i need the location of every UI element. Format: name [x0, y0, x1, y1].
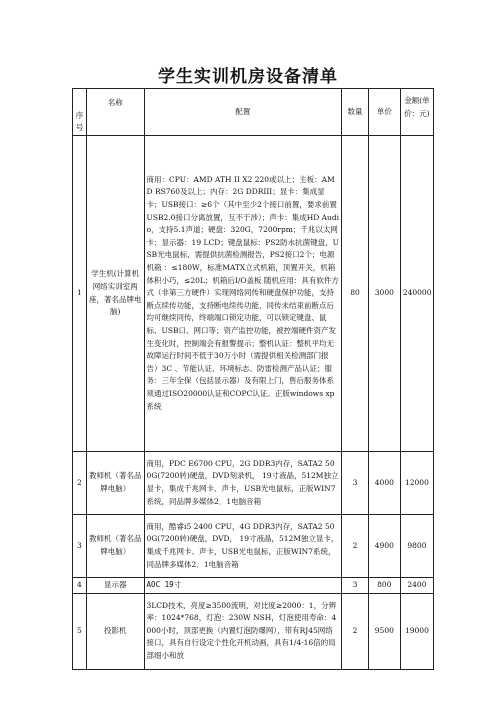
header-row: [73, 89, 434, 136]
table-row: [73, 593, 434, 669]
row-index: 3: [73, 515, 87, 578]
row-index: 4: [73, 578, 87, 594]
row-qty: 2: [342, 593, 369, 669]
table-row: [73, 452, 434, 515]
row-name: 教师机（著名品牌电脑）: [86, 452, 144, 515]
row-unit-price: 3000: [368, 136, 400, 452]
table-row: [73, 136, 434, 452]
header-qty: 数量: [342, 89, 369, 136]
row-index: 1: [73, 136, 87, 452]
equipment-table: [72, 88, 434, 670]
row-config: 3LCD技术，亮度≥3500流明，对比度≥2000：1，分辨率：1024*768，灯泡：230W NSH，灯泡使用寿命：4000小时，顶部更换（内置灯泡防爆网），带有RJ45网络接口，具有自行设定个性化开机动画，具有1/4-16倍的局部细小和放: [144, 593, 342, 669]
row-amount: 240000: [400, 136, 433, 452]
row-unit-price: 9500: [368, 593, 400, 669]
table-row: [73, 515, 434, 578]
row-index: 2: [73, 452, 87, 515]
row-config: 商用：CPU：AMD ATH II X2 220或以上；主板：AMD RS760及以上；内存：2G DDRIII；显卡：集成显卡；USB接口：≥6个（其中至少2个接口前置，要求前置USB2.0接口分离放置，互不干涉）；声卡：集成HD Audio，支持5.1声道；硬盘：320G，7200rpm；千兆以太网卡；显示器：19 LCD；键盘鼠标：PS2防水抗菌键盘，USB光电鼠标，需提供抗菌检测报告，PS2接口2个；电源机箱 ：≤180W，标准MATX立式机箱，顶置开关，机箱体积小巧，≤20L；机箱后I/O盖板 随机应用：具有软件方式（非第三方硬件）实现网络同传和硬盘保护功能，支持断点续传功能，支持断电续传功能、同传未结束前断点后均可继续同传，终端端口锁定功能，可以锁定键盘、鼠标、USB口、网口等；资产监控功能，被控端硬件资产发生变化时，控制端会有报警提示；整机认证：整机平均无故障运行时间不低于30万小时（需提供相关检测部门报告）3C 、节能认证、环境标志、防雷检测产品认证；服务：三年全保（包括显示器）及有限上门，售后服务体系须通过ISO20000认证和COPC认证。正版windows xp系统: [144, 136, 342, 452]
row-name: 教师机（著名品牌电脑）: [86, 515, 144, 578]
row-name: 学生机(计算机网络实训室两座，著名品牌电脑): [86, 136, 144, 452]
row-config: 商用，酷睿i5 2400 CPU，4G DDR3内存，SATA2 500G(7200转)硬盘，DVD， 19寸液晶，512M独立显卡，集成千兆网卡、声卡，USB光电鼠标，正版WIN7系统，同品牌多媒体2．1电脑音箱: [144, 515, 342, 578]
row-name: 投影机: [86, 593, 144, 669]
table-row: [73, 578, 434, 594]
header-index: 序号: [73, 89, 87, 136]
row-index: 5: [73, 593, 87, 669]
row-amount: 12000: [400, 452, 433, 515]
row-qty: 80: [342, 136, 369, 452]
row-name: 显示器: [86, 578, 144, 594]
row-qty: 3: [342, 578, 369, 594]
header-config: 配置: [144, 89, 342, 136]
row-qty: 2: [342, 515, 369, 578]
row-amount: 19000: [400, 593, 433, 669]
row-unit-price: 4900: [368, 515, 400, 578]
row-unit-price: 800: [368, 578, 400, 594]
header-amount: 金额(单价：元): [400, 89, 433, 136]
row-amount: 9800: [400, 515, 433, 578]
document-title: 学生实训机房设备清单: [158, 67, 338, 87]
header-unit-price: 单价: [368, 89, 400, 136]
row-config: 商用，PDC E6700 CPU，2G DDR3内存，SATA2 500G(7200转)硬盘，DVD刻录机， 19寸液晶，512M独立显卡，集成千兆网卡、声卡，USB光电鼠标，正版WIN7系统，同品牌多媒体2．1电脑音箱: [144, 452, 342, 515]
row-unit-price: 4000: [368, 452, 400, 515]
header-name: 名称: [86, 89, 144, 136]
row-qty: 3: [342, 452, 369, 515]
row-config: AOC 19寸: [144, 578, 342, 594]
row-amount: 2400: [400, 578, 433, 594]
